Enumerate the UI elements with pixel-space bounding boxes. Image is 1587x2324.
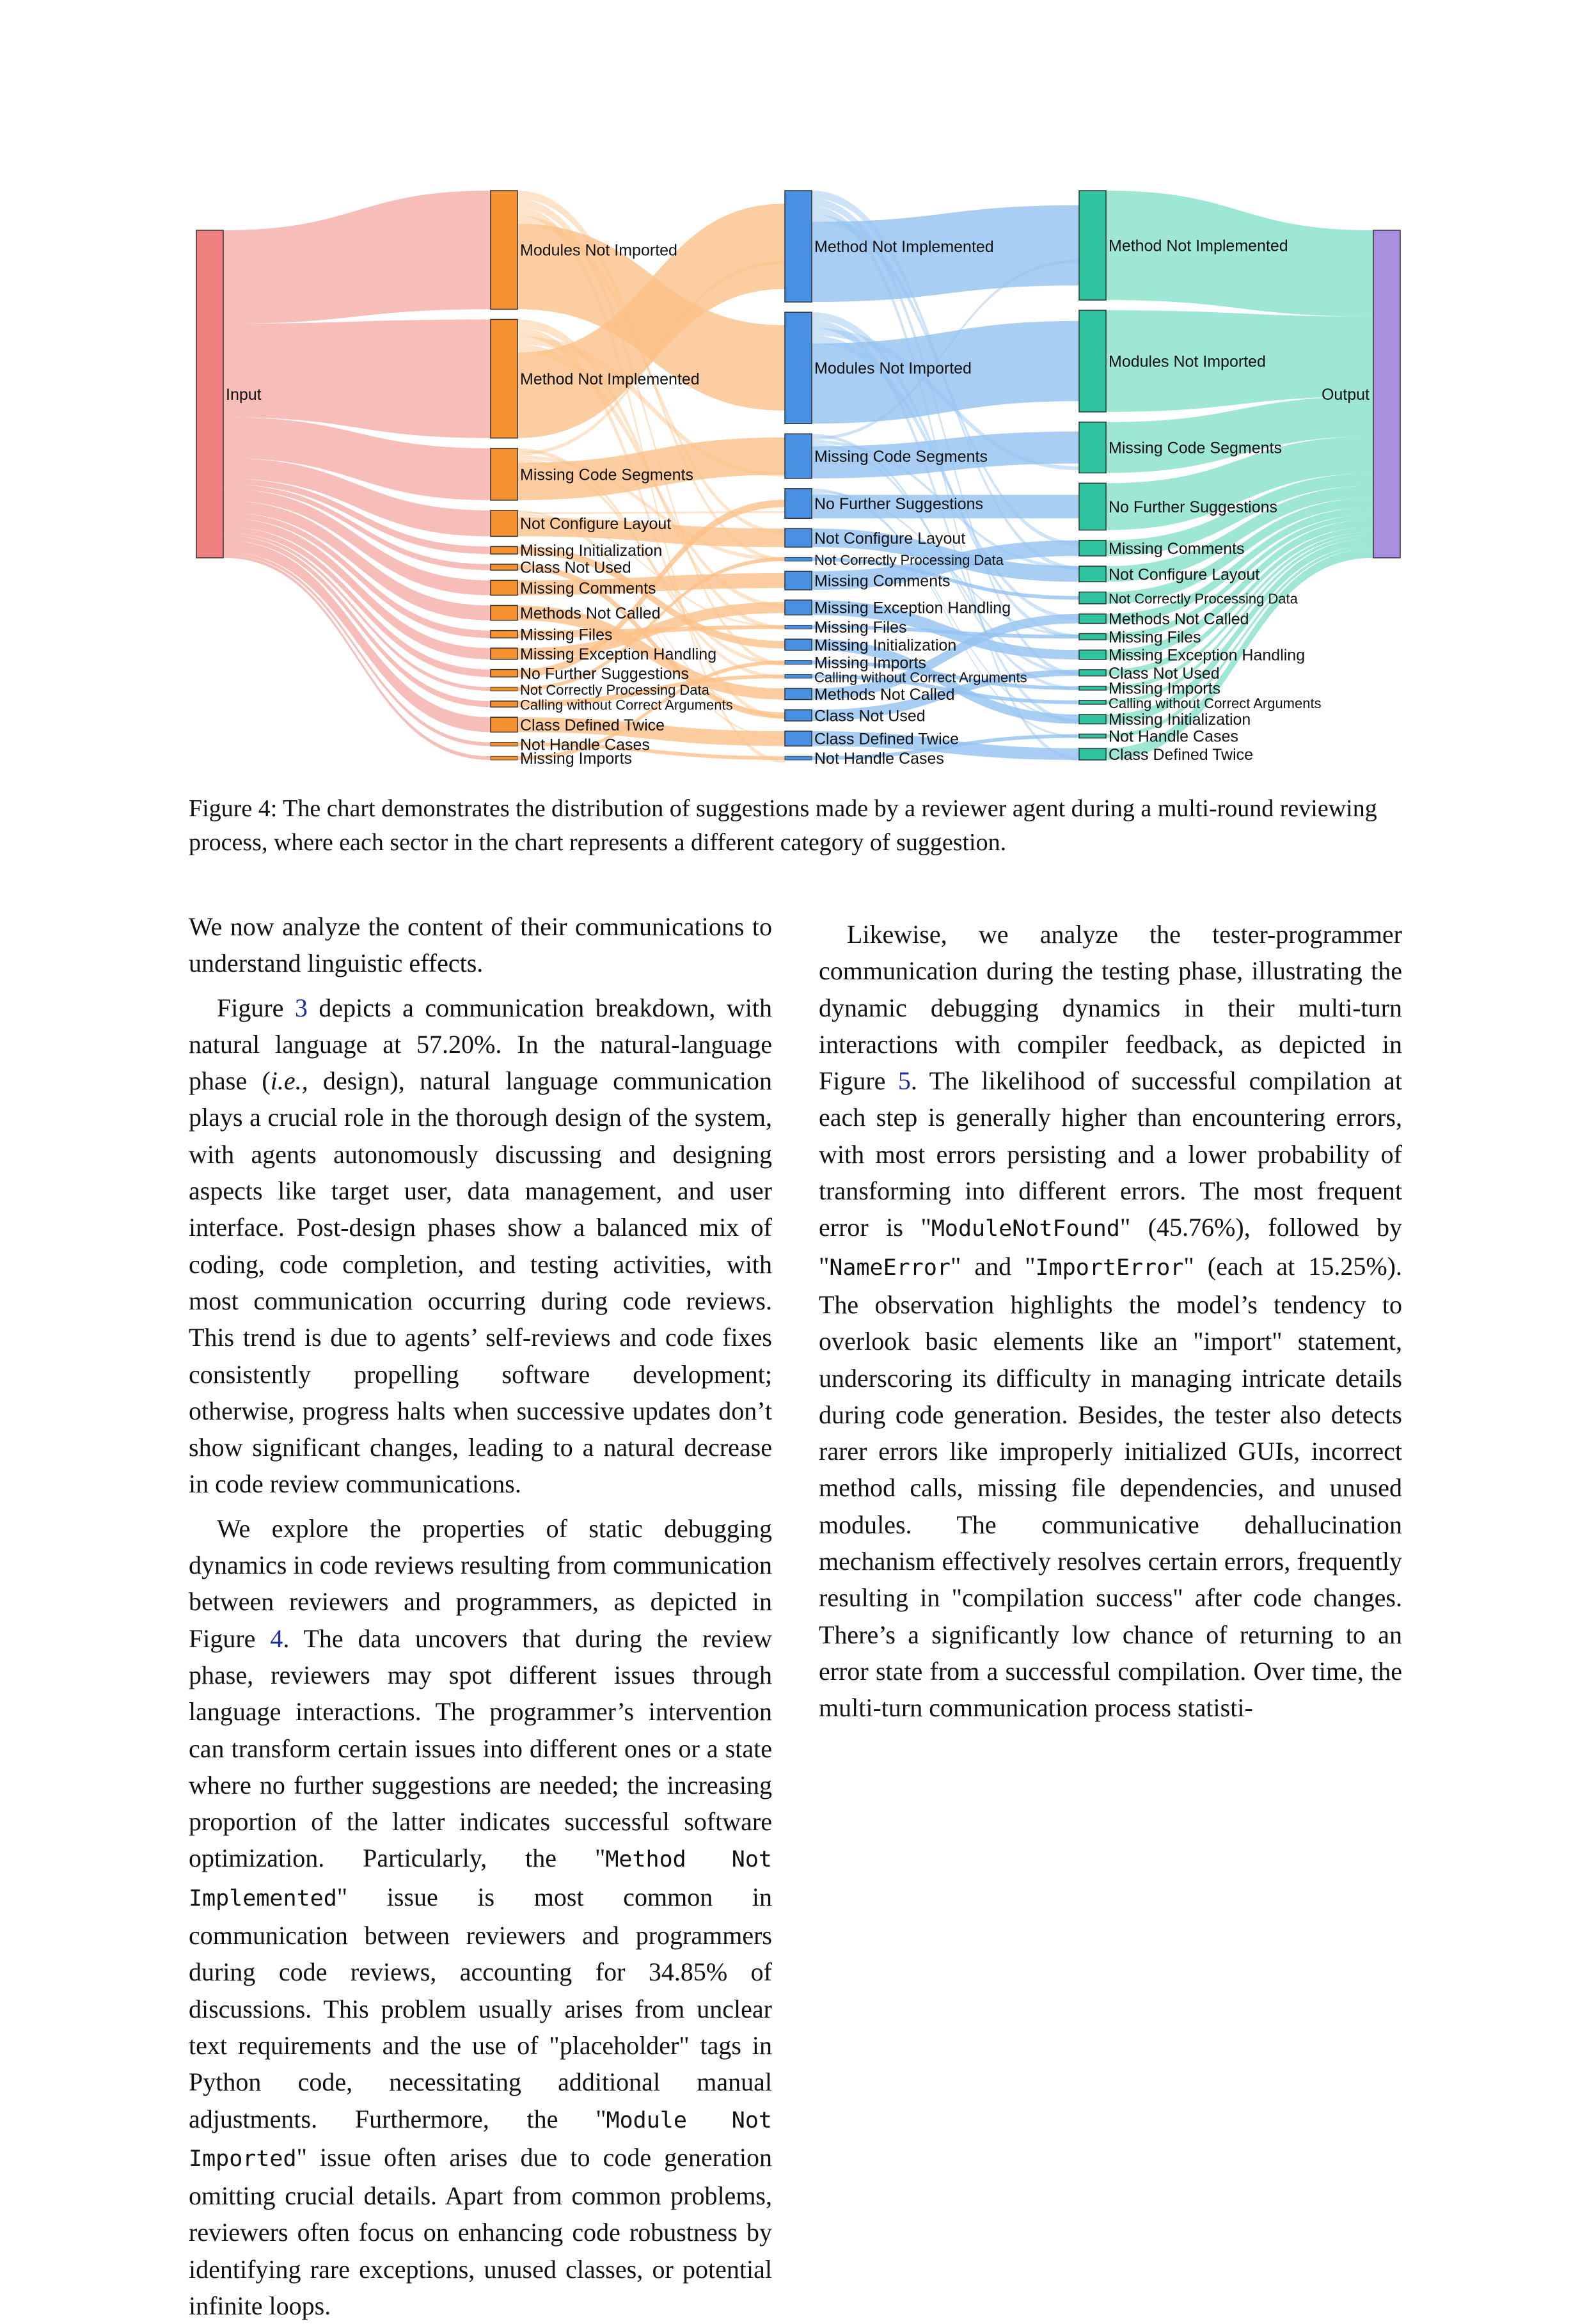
node-2-14 [785, 731, 812, 746]
figure-ref-4[interactable]: 4 [270, 1624, 283, 1653]
caption-label: Figure 4: [189, 795, 278, 822]
code-module-not-imported: Module Not Imported [189, 2107, 772, 2172]
node-1-0 [491, 191, 517, 309]
node-1-11 [491, 687, 517, 691]
node-label-3-7: Methods Not Called [1109, 610, 1249, 629]
code-method-not-implemented: Method Not Implemented [189, 1847, 773, 1911]
node-label-1-3: Not Configure Layout [520, 515, 672, 534]
node-label-1-14: Not Handle Cases [520, 736, 650, 754]
node-2-0 [785, 191, 812, 302]
node-1-6 [491, 580, 517, 595]
node-label-2-1: Modules Not Imported [814, 360, 972, 378]
paragraph-2: Figure 3 depicts a communication breakdown, with natural language at 57.20%. In the natural-language phase (i.e., design), natural language communication plays a crucial role in the thorough design of the system, with agents autonomously discussing and designing aspects like target user, data management, and user interface. Post-design phases show a balanced mix of coding, code completion, and testing activities, with most communication occurring during code reviews. This trend is due to agents’ self-reviews and code fixes consistently propelling software development; otherwise, progress halts when successive updates don’t show significant changes, leading to a natural decrease in code review communications. [189, 993, 773, 1499]
node-0-0 [196, 230, 223, 558]
caption-text: The chart demonstrates the distribution of suggestions made by a reviewer agent during a multi-round reviewing process, where each sector in the chart represents a different category of suggestion. [189, 795, 1377, 856]
node-label-2-5: Not Correctly Processing Data [814, 552, 1004, 569]
node-3-14 [1079, 734, 1106, 738]
node-label-3-8: Missing Files [1109, 628, 1201, 647]
node-2-8 [785, 625, 812, 629]
node-label-4-0: Output [1321, 386, 1370, 404]
node-1-8 [491, 631, 517, 638]
node-label-2-8: Missing Files [814, 619, 907, 637]
node-label-1-1: Method Not Implemented [520, 370, 700, 389]
code-nameerror: NameError [829, 1254, 951, 1281]
node-label-1-10: No Further Suggestions [520, 665, 690, 683]
node-label-3-3: No Further Suggestions [1109, 498, 1278, 516]
node-2-5 [785, 557, 812, 561]
node-3-9 [1079, 650, 1106, 660]
node-2-15 [785, 756, 812, 760]
node-2-7 [785, 600, 812, 615]
node-1-10 [491, 670, 517, 677]
node-label-3-10: Class Not Used [1109, 664, 1220, 683]
code-importerror: ImportError [1035, 1254, 1184, 1281]
node-label-1-7: Methods Not Called [520, 605, 661, 623]
node-3-8 [1079, 633, 1106, 640]
node-label-1-15: Missing Imports [520, 750, 633, 768]
node-label-3-0: Method Not Implemented [1109, 237, 1288, 255]
node-1-9 [491, 648, 517, 659]
node-3-2 [1079, 422, 1106, 473]
node-label-0-0: Input [226, 386, 262, 404]
node-label-3-9: Missing Exception Handling [1109, 646, 1306, 665]
node-label-1-9: Missing Exception Handling [520, 645, 717, 663]
node-label-1-13: Class Defined Twice [520, 716, 665, 734]
link-input-0 [223, 191, 491, 324]
node-2-4 [785, 528, 812, 547]
node-label-1-0: Modules Not Imported [520, 241, 677, 260]
paragraph-3: We explore the properties of static debugging dynamics in code reviews resulting from communication between reviewers and programmers, as depicted in Figure 4. The data uncovers that during the review phase, reviewers may spot different issues through language interactions. The programmer’s intervention can transform certain issues into different ones or a state where no further suggestions are needed; the increasing proportion of the latter indicates successful software optimization. Particularly, the "Method Not Implemented" issue is most common in communication between reviewers and programmers during code reviews, accounting for 34.85% of discussions. This problem usually arises from unclear text requirements and the use of "placeholder" tags in Python code, necessitating additional manual adjustments. Furthermore, the "Module Not Imported" issue often arises due to code generation omitting crucial details. Apart from common problems, reviewers often focus on enhancing code robustness by identifying rare exceptions, unused classes, or potential infinite loops. [189, 1514, 773, 2320]
node-label-1-12: Calling without Correct Arguments [520, 697, 733, 713]
figure-ref-5[interactable]: 5 [897, 1066, 911, 1096]
node-2-13 [785, 710, 812, 721]
node-label-1-11: Not Correctly Processing Data [520, 682, 709, 699]
node-3-6 [1079, 592, 1106, 603]
node-1-14 [491, 742, 517, 746]
node-label-3-15: Class Defined Twice [1109, 745, 1254, 764]
node-3-12 [1079, 700, 1106, 704]
node-3-0 [1079, 191, 1106, 300]
node-2-2 [785, 434, 812, 478]
node-label-3-14: Not Handle Cases [1109, 727, 1238, 746]
node-label-2-2: Missing Code Segments [814, 448, 988, 466]
node-label-1-5: Class Not Used [520, 558, 631, 577]
node-label-2-10: Missing Imports [814, 654, 927, 672]
node-label-2-0: Method Not Implemented [814, 238, 994, 257]
node-label-3-11: Missing Imports [1109, 679, 1221, 698]
node-1-7 [491, 605, 517, 620]
node-label-3-12: Calling without Correct Arguments [1109, 695, 1322, 711]
node-label-1-2: Missing Code Segments [520, 466, 693, 484]
node-label-2-11: Calling without Correct Arguments [814, 669, 1027, 686]
node-label-1-6: Missing Comments [520, 579, 656, 597]
node-1-2 [491, 448, 517, 500]
node-label-3-5: Not Configure Layout [1109, 565, 1260, 584]
node-1-15 [491, 756, 517, 760]
node-3-7 [1079, 614, 1106, 624]
body-column-right [819, 908, 1402, 1727]
node-1-4 [491, 546, 517, 554]
node-2-3 [785, 489, 812, 518]
node-3-13 [1079, 715, 1106, 724]
figure-ref-3[interactable]: 3 [294, 993, 308, 1022]
node-2-12 [785, 688, 812, 699]
node-label-3-1: Modules Not Imported [1109, 352, 1266, 371]
node-label-2-7: Missing Exception Handling [814, 599, 1011, 617]
node-label-2-15: Not Handle Cases [814, 750, 944, 768]
node-label-1-8: Missing Files [520, 626, 613, 644]
node-label-3-13: Missing Initialization [1109, 711, 1251, 729]
node-3-4 [1079, 541, 1106, 556]
node-label-2-3: No Further Suggestions [814, 495, 984, 514]
link-input-13 [223, 541, 491, 732]
sankey-figure [189, 179, 1410, 774]
node-2-10 [785, 661, 812, 665]
body-column-left [189, 908, 772, 2324]
node-3-10 [1079, 670, 1106, 676]
code-modulenotfound: ModuleNotFound [931, 1216, 1120, 1242]
node-3-5 [1079, 566, 1106, 581]
node-4-0 [1373, 230, 1400, 558]
paragraph-1: We now analyze the content of their communications to understand linguistic effects. [189, 912, 772, 978]
node-label-1-4: Missing Initialization [520, 542, 663, 560]
node-1-3 [491, 510, 517, 537]
node-label-2-9: Missing Initialization [814, 636, 957, 654]
node-2-9 [785, 639, 812, 650]
node-2-1 [785, 312, 812, 423]
node-label-2-6: Missing Comments [814, 572, 951, 590]
node-3-15 [1079, 748, 1106, 760]
figure-caption [189, 792, 1410, 860]
node-label-3-6: Not Correctly Processing Data [1109, 590, 1298, 607]
node-1-5 [491, 564, 517, 570]
node-1-1 [491, 319, 517, 438]
node-2-6 [785, 571, 812, 590]
node-1-13 [491, 717, 517, 732]
node-label-2-12: Methods Not Called [814, 685, 955, 704]
paragraph-4: Likewise, we analyze the tester-programmer communication during the testing phase, illustrating the dynamic debugging dynamics in their multi-turn interactions with compiler feedback, as depicted in Figure 5. The likelihood of successful compilation at each step is generally higher than encountering errors, with most errors persisting and a lower probability of transforming into different errors. The most frequent error is "ModuleNotFound" (45.76%), followed by "NameError" and "ImportError" (each at 15.25%). The observation highlights the model’s tendency to overlook basic elements like an "import" statement, underscoring its difficulty in managing intricate details during code generation. Besides, the tester also detects rarer errors like improperly initialized GUIs, incorrect method calls, missing file dependencies, and unused modules. The communicative dehallucination mechanism effectively resolves certain errors, frequently resulting in "compilation success" after code changes. There’s a significantly low chance of returning to an error state from a successful compilation. Over time, the multi-turn communication process statisti- [819, 920, 1403, 1723]
node-label-2-14: Class Defined Twice [814, 730, 959, 748]
node-1-12 [491, 701, 517, 707]
node-label-3-2: Missing Code Segments [1109, 439, 1282, 457]
node-label-2-4: Not Configure Layout [814, 529, 966, 548]
node-3-11 [1079, 686, 1106, 690]
node-label-2-13: Class Not Used [814, 707, 926, 725]
node-3-1 [1079, 310, 1106, 412]
node-3-3 [1079, 483, 1106, 530]
node-label-3-4: Missing Comments [1109, 539, 1245, 558]
node-2-11 [785, 674, 812, 678]
